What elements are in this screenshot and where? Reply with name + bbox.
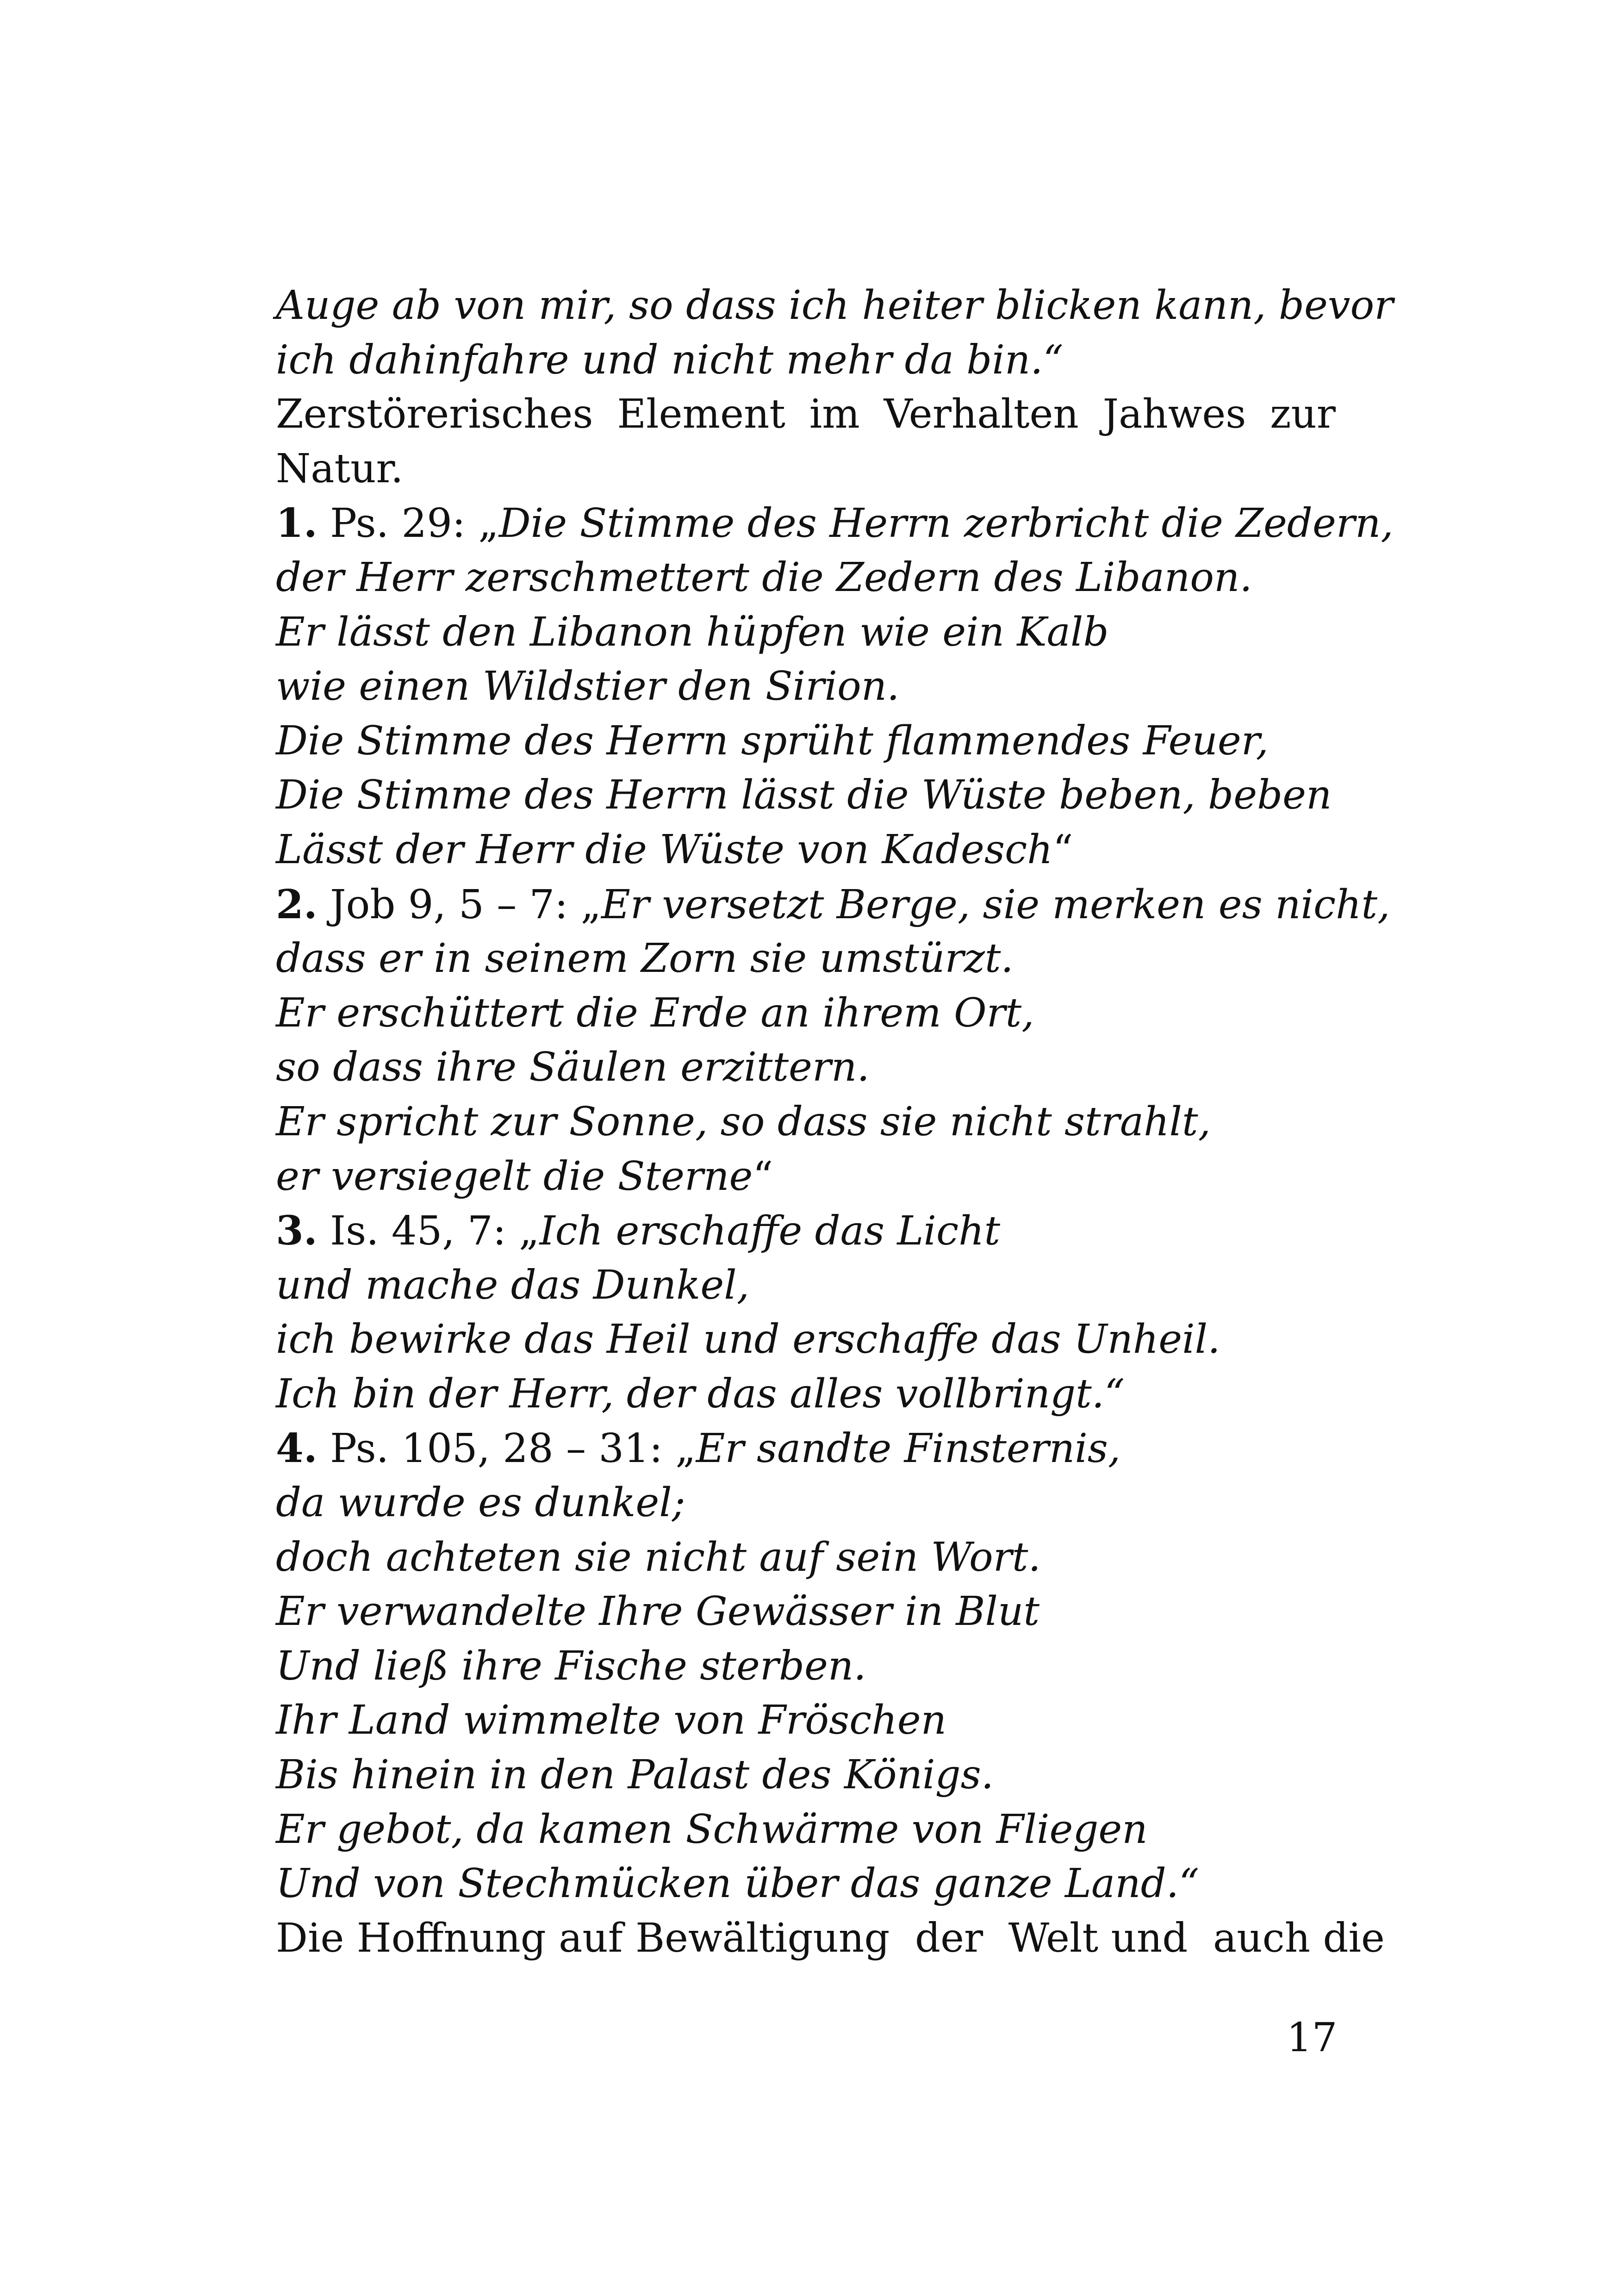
quote-line: doch achteten sie nicht auf sein Wort.: [276, 1534, 1041, 1580]
quote-line: Er erschüttert die Erde an ihrem Ort,: [276, 989, 1034, 1036]
page-number: 17: [1287, 2015, 1338, 2061]
page-body-text: [276, 279, 1394, 1966]
quote-text: Er versetzt Berge, sie merken es nicht,: [601, 881, 1390, 928]
quote-line: wie einen Wildstier den Sirion.: [276, 663, 900, 710]
section-heading-line: Zerstörerisches Element im Verhalten Jahwes zur: [276, 391, 1336, 438]
bible-reference: Job 9, 5 – 7: „: [317, 881, 602, 928]
item-number: 1.: [276, 500, 317, 547]
quote-line: Bis hinein in den Palast des Königs.: [276, 1752, 994, 1798]
bible-reference: Is. 45, 7: „: [317, 1208, 540, 1255]
quote-line: [276, 823, 1336, 877]
item-number: 2.: [276, 881, 317, 928]
item-number: 4.: [276, 1425, 317, 1472]
text-line: Die Hoffnung auf Bewältigung der Welt und auch die: [276, 1915, 1385, 1961]
section-heading-line: Natur.: [276, 445, 404, 492]
item-number: 3.: [276, 1207, 317, 1255]
text-line: Auge ab von mir, so dass ich heiter blicken kann, bevor: [276, 282, 1394, 329]
quote-line: Die Stimme des Herrn sprüht flammendes Feuer,: [276, 717, 1269, 764]
quote-line: Und von Stechmücken über das ganze Land.“: [276, 1860, 1200, 1907]
quote-line: Er verwandelte Ihre Gewässer in Blut: [276, 1588, 1039, 1635]
quote-line: und mache das Dunkel,: [276, 1262, 750, 1308]
bible-reference: Ps. 105, 28 – 31: „: [317, 1425, 696, 1472]
quote-text: Lässt der Herr die Wüste von Kadesch: [276, 826, 1053, 873]
quote-text: er versiegelt die Sterne: [276, 1153, 753, 1200]
quote-line: ich bewirke das Heil und erschaffe das Unheil.: [276, 1316, 1220, 1363]
quote-line: Er spricht zur Sonne, so dass sie nicht strahlt,: [276, 1098, 1211, 1145]
quote-line: der Herr zerschmettert die Zedern des Libanon.: [276, 554, 1252, 601]
text-line: ich dahinfahre und nicht mehr da bin.“: [276, 336, 1064, 383]
quote-text: Die Stimme des Herrn zerbricht die Zedern,: [498, 500, 1394, 547]
quote-text: Er sandte Finsternis,: [696, 1425, 1121, 1472]
list-item-1-line: [276, 496, 1394, 551]
bible-reference: Ps. 29: „: [317, 500, 499, 547]
quote-line: da wurde es dunkel;: [276, 1480, 685, 1526]
list-item-2-line: [276, 877, 1390, 932]
quote-line: Die Stimme des Herrn lässt die Wüste beben, beben: [276, 772, 1332, 819]
quote-line: so dass ihre Säulen erzittern.: [276, 1044, 870, 1091]
quote-line: Ihr Land wimmelte von Fröschen: [276, 1697, 946, 1744]
quote-text: Ich erschaffe das Licht: [539, 1208, 1001, 1255]
list-item-3-line: [276, 1204, 1336, 1258]
quote-line: Er lässt den Libanon hüpfen wie ein Kalb: [276, 609, 1109, 655]
quote-line: Und ließ ihre Fische sterben.: [276, 1643, 866, 1689]
closing-quote: “: [753, 1153, 773, 1200]
closing-quote: “: [1052, 826, 1073, 873]
quote-line: Ich bin der Herr, der das alles vollbringt.“: [276, 1370, 1125, 1417]
quote-line: dass er in seinem Zorn sie umstürzt.: [276, 935, 1014, 982]
quote-line: Er gebot, da kamen Schwärme von Fliegen: [276, 1806, 1148, 1853]
list-item-4-line: [276, 1421, 1336, 1476]
quote-line: [276, 1150, 1336, 1204]
